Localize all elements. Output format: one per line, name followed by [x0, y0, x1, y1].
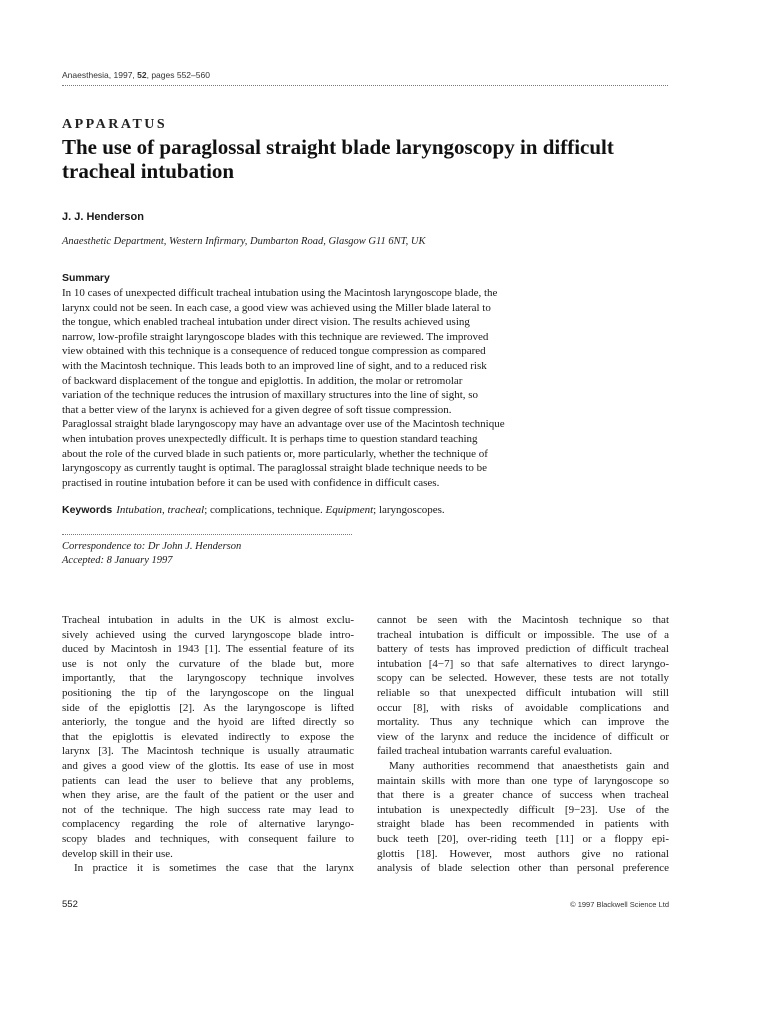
body-line: when they arise, are the fault of the patient or the user and — [62, 789, 354, 802]
body-line: Tracheal intubation in adults in the UK is almost exclu- — [62, 614, 354, 626]
copyright-notice: © 1997 Blackwell Science Ltd — [570, 900, 669, 909]
accepted-date: Accepted: 8 January 1997 — [62, 555, 173, 566]
summary-line: with the Macintosh technique. This leads both to an improved line of sight, and to a reduced risk — [62, 359, 487, 372]
body-line: glottis [18]. However, most authors give no rational — [377, 847, 669, 860]
summary-line: larynx could not be seen. In each case, a good view was achieved using the Miller blade lateral to — [62, 301, 491, 314]
body-line: develop skill in their use. — [62, 847, 173, 860]
correspondence-to: Correspondence to: Dr John J. Henderson — [62, 541, 242, 552]
summary-line: laryngoscopy as currently taught is optimal. The paraglossal straight blade technique needs to be — [62, 462, 488, 475]
summary-line: view obtained with this technique is a consequence of reduced tongue compression as compared — [62, 345, 486, 358]
journal-volume: 52 — [137, 70, 147, 80]
summary-line: narrow, low-profile straight laryngoscope blades with this technique are reviewed. The improved — [62, 330, 489, 343]
summary-text — [62, 286, 570, 490]
body-line: straight blade has been recommended in patients with — [377, 818, 669, 831]
body-line: In practice it is sometimes the case that the larynx — [74, 862, 354, 875]
keywords-line — [62, 504, 662, 516]
body-line: sively achieved using the curved laryngoscope blade intro- — [62, 628, 354, 641]
body-line: positioning the tip of the laryngoscope on the lingual — [62, 686, 354, 699]
body-line: anteriorly, the tongue and the hyoid are lifted directly so — [62, 716, 354, 729]
body-line: complacency regarding the role of alternative laryngo- — [62, 818, 354, 831]
body-line: use is not only the curvature of the blade but, more — [62, 657, 354, 670]
body-line: buck teeth [20], over-riding teeth [11] or a floppy epi- — [377, 832, 669, 845]
journal-name: Anaesthesia, 1997, — [62, 70, 138, 80]
body-line: tracheal intubation is difficult or impossible. The use of a — [377, 628, 669, 641]
keywords-label: Keywords — [62, 504, 113, 516]
article-title: The use of paraglossal straight blade laryngoscopy in difficult tracheal intubation — [62, 135, 614, 183]
body-line: duced by Macintosh in 1943 [1]. The essential feature of its — [62, 643, 354, 656]
body-line: intubation [4−7] so that safe alternatives to direct laryngo- — [377, 657, 669, 670]
body-line: that the epiglottis is elevated indirectly to expose the — [62, 730, 354, 743]
summary-line: that a better view of the larynx is achieved for a given degree of soft tissue compression. — [62, 403, 452, 416]
keyword-term: Equipment — [325, 504, 374, 516]
summary-line: practised in routine intubation before it can be used with confidence in difficult cases. — [62, 476, 440, 489]
body-line: larynx [3]. The Macintosh technique is usually atraumatic — [62, 745, 354, 758]
keyword-term: ; complications, technique. — [204, 504, 326, 516]
body-column-left — [62, 613, 354, 876]
summary-line: Paraglossal straight blade laryngoscopy may have an advantage over use of the Macintosh technique — [62, 418, 505, 431]
body-line: patients can lead the user to believe that any problems, — [62, 774, 354, 787]
summary-line: of backward displacement of the tongue and epiglottis. In addition, the molar or retromolar — [62, 374, 463, 387]
author-affiliation: Anaesthetic Department, Western Infirmary, Dumbarton Road, Glasgow G11 6NT, UK — [62, 236, 426, 247]
body-line: not of the technique. The high success rate may lead to — [62, 803, 354, 816]
body-line: view of the larynx and reduce the incidence of difficult or — [377, 730, 669, 743]
body-line: maintain skills with more than one type of laryngoscope so — [377, 774, 669, 787]
author-name: J. J. Henderson — [62, 211, 144, 223]
page-number: 552 — [62, 899, 78, 910]
summary-line: variation of the technique reduces the intrusion of maxillary structures into the line of sight, so — [62, 389, 479, 402]
correspondence-block — [62, 540, 241, 568]
keyword-term: ; laryngoscopes. — [373, 504, 445, 516]
body-line: failed tracheal intubation warrants careful evaluation. — [377, 745, 613, 758]
body-line: occur [8], with risks of avoidable complications and — [377, 701, 669, 714]
header-divider — [62, 85, 668, 86]
keyword-term: Intubation, tracheal — [116, 504, 205, 516]
correspondence-divider — [62, 534, 352, 535]
summary-heading: Summary — [62, 272, 110, 284]
body-line: scopy blades and techniques, with consequent failure to — [62, 832, 354, 845]
body-line: side of the epiglottis [2]. As the laryngoscope is lifted — [62, 701, 354, 714]
journal-reference — [62, 70, 210, 80]
body-line: that there is a greater chance of success when tracheal — [377, 789, 669, 802]
body-line: analysis of blade selection other than personal preference — [377, 862, 669, 875]
body-line: Many authorities recommend that anaesthetists gain and — [389, 759, 669, 772]
summary-line: the tongue, which enabled tracheal intubation under direct vision. The results achieved using — [62, 316, 470, 329]
section-label: APPARATUS — [62, 117, 168, 132]
body-column-right — [377, 613, 669, 876]
body-line: battery of tests has improved prediction of difficult tracheal — [377, 643, 669, 656]
body-line: and gives a good view of the glottis. Its ease of use in most — [62, 759, 354, 772]
body-line: cannot be seen with the Macintosh technique so that — [377, 614, 669, 626]
summary-line: In 10 cases of unexpected difficult tracheal intubation using the Macintosh laryngoscope blade, the — [62, 287, 498, 299]
body-line: scopy can be selected. However, these tests are not totally — [377, 672, 669, 685]
summary-line: when intubation proves unexpectedly difficult. It is perhaps time to question standard teaching — [62, 432, 478, 445]
summary-line: about the role of the curved blade in such patients or, more particularly, whether the technique of — [62, 447, 488, 460]
journal-pages: , pages 552–560 — [146, 70, 210, 80]
body-line: reliable so that unexpected difficult intubation will still — [377, 686, 669, 699]
body-line: intubation is unexpectedly difficult [9−23]. Use of the — [377, 803, 669, 816]
body-line: mortality. Thus any technique which can improve the — [377, 716, 669, 729]
body-line: importantly, that the laryngoscopy technique involves — [62, 672, 354, 685]
